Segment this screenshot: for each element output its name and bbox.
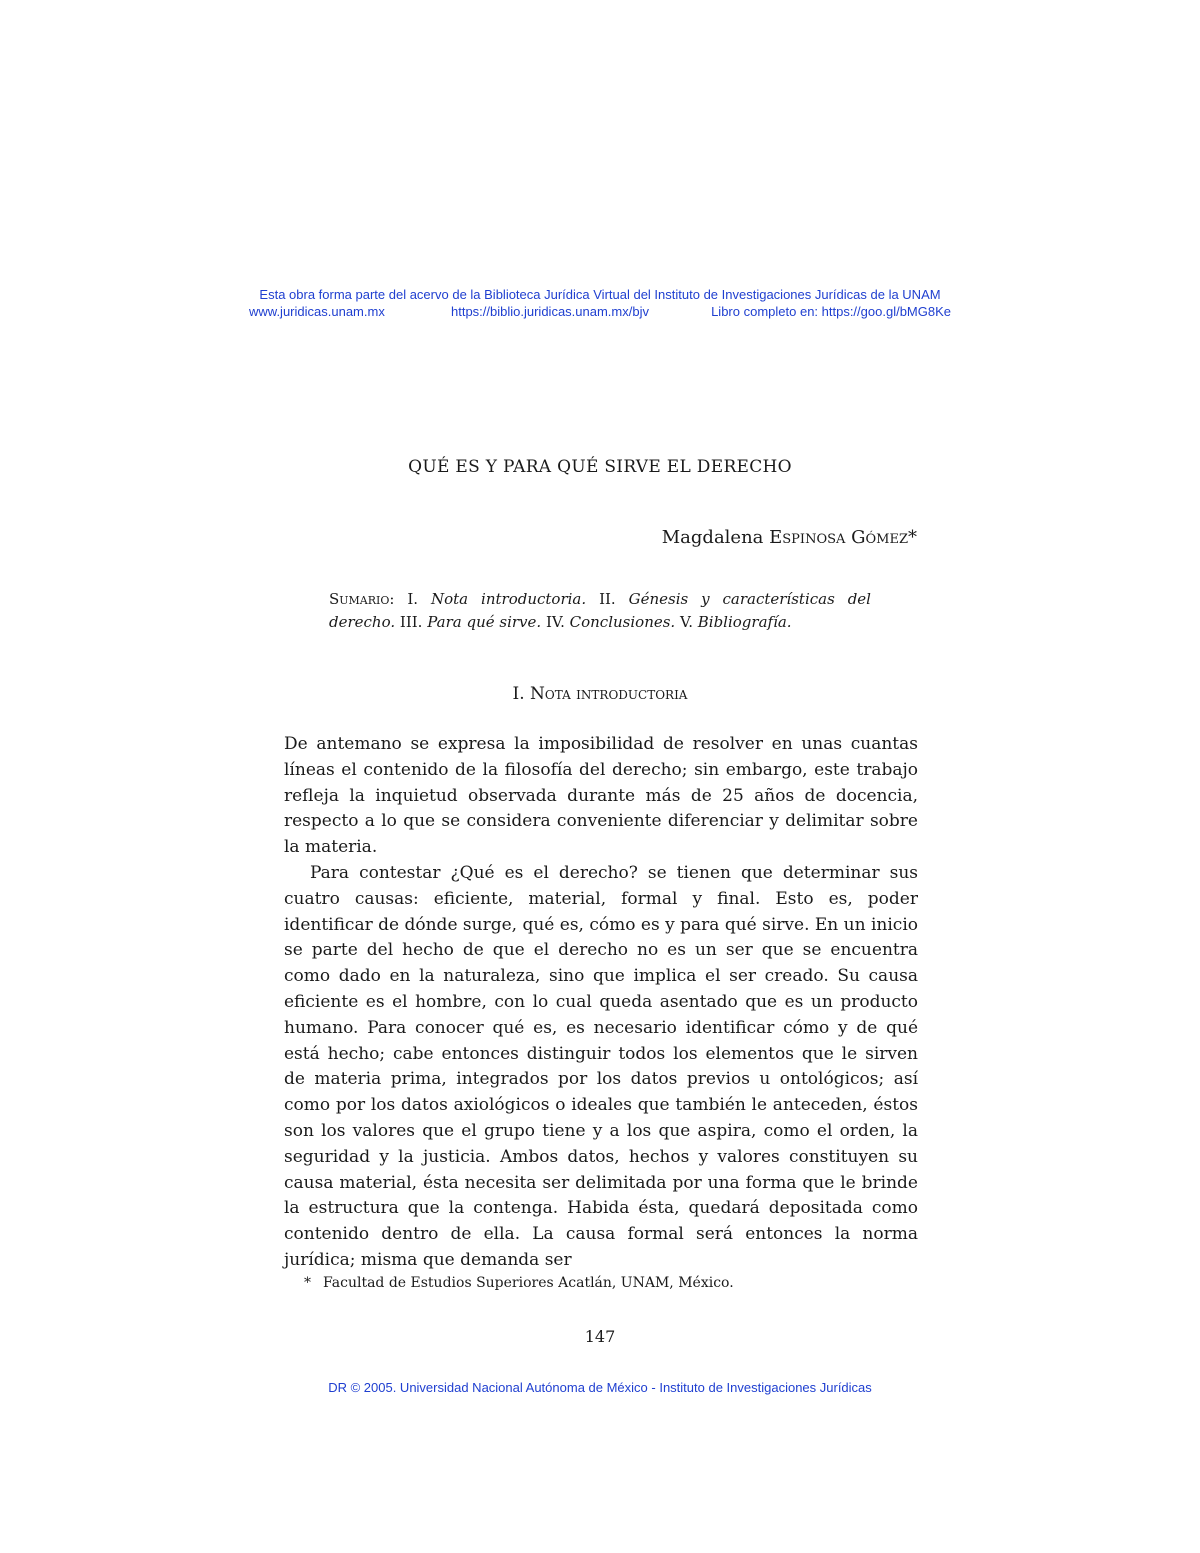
site-link[interactable]: www.juridicas.unam.mx [249, 304, 385, 319]
paragraph: Para contestar ¿Qué es el derecho? se tienen que determinar sus cuatro causas: eficiente, material, formal y final. Esto es, poder identificar de dónde surge, qué es, cómo es y para qué sirve. En un inicio se parte del hecho de que el derecho no es un ser que se encuentra como dado en la naturaleza, sino que implica el ser creado. Su causa eficiente es el hombre, con lo cual queda asentado que es un producto humano. Para conocer qué es, es necesario identificar cómo y de qué está hecho; cabe entonces distinguir todos los elementos que le sirven de materia prima, integrados por los datos previos u ontológicos; así como por los datos axiológicos o ideales que también le anteceden, éstos son los valores que el grupo tiene y a los que aspira, como el orden, la seguridad y la justicia. Ambos datos, hechos y valores constituyen su causa material, ésta necesita ser delimitada por una forma que le brinde la estructura que la contenga. Habida ésta, quedará depositada como contenido dentro de ella. La causa formal será entonces la norma jurídica; misma que demanda ser [284, 862, 918, 1270]
summary-num-5: V. [679, 613, 693, 631]
summary [329, 588, 871, 634]
summary-num-4: IV. [545, 613, 565, 631]
summary-item-5: Bibliografía. [697, 613, 792, 631]
body-text [284, 732, 918, 1274]
author-last-name: Espinosa Gómez [769, 527, 908, 548]
article-title: QUÉ ES Y PARA QUÉ SIRVE EL DERECHO [408, 457, 792, 477]
author-first-name: Magdalena [661, 527, 764, 548]
summary-num-1: I. [407, 590, 419, 608]
footnote-text: Facultad de Estudios Superiores Acatlán, UNAM, México. [323, 1275, 734, 1291]
author-name [662, 527, 917, 548]
page-number: 147 [584, 1327, 616, 1346]
bjv-link[interactable]: https://biblio.juridicas.unam.mx/bjv [451, 304, 649, 319]
section-number: I. [512, 684, 525, 704]
summary-item-4: Conclusiones. [569, 613, 676, 631]
full-book-link[interactable]: Libro completo en: https://goo.gl/bMG8Ke [711, 304, 951, 319]
summary-num-3: III. [399, 613, 423, 631]
summary-item-3: Para qué sirve. [427, 613, 542, 631]
repository-notice: Esta obra forma parte del acervo de la Biblioteca Jurídica Virtual del Instituto de Investigaciones Jurídicas de la UNAM [259, 287, 941, 302]
summary-item-2: Génesis y características del derecho. [329, 590, 871, 631]
footnote-mark: * [304, 1275, 311, 1291]
copyright-footer: DR © 2005. Universidad Nacional Autónoma de México - Instituto de Investigaciones Jurídicas [328, 1380, 872, 1395]
summary-item-1: Nota introductoria. [431, 590, 587, 608]
repository-links [249, 304, 951, 320]
paragraph: De antemano se expresa la imposibilidad de resolver en unas cuantas líneas el contenido de la filosofía del derecho; sin embargo, este trabajo refleja la inquietud observada durante más de 25 años de docencia, respecto a lo que se considera conveniente diferenciar y delimitar sobre la materia. [284, 734, 918, 858]
summary-label: Sumario: [329, 590, 395, 608]
section-title: Nota introductoria [530, 684, 688, 704]
section-heading [0, 684, 1200, 704]
author-footnote-mark[interactable]: * [908, 527, 917, 548]
summary-num-2: II. [599, 590, 616, 608]
footnote [304, 1275, 734, 1291]
